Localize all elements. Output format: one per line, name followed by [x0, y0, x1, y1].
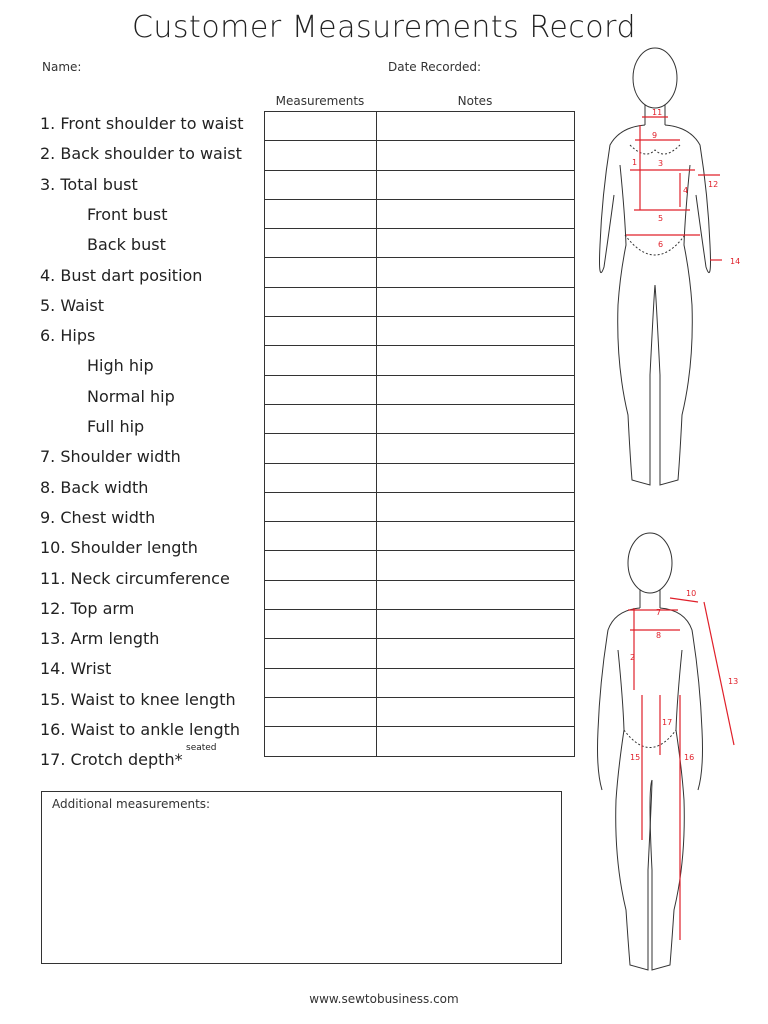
- table-row: [265, 580, 575, 609]
- measurement-label: 1. Front shoulder to waist: [40, 114, 244, 133]
- table-row: [265, 727, 575, 756]
- measurement-cell[interactable]: [265, 141, 377, 170]
- measurement-cell[interactable]: [265, 112, 377, 141]
- table-row: [265, 141, 575, 170]
- measurement-label: Normal hip: [87, 386, 175, 406]
- measurement-cell[interactable]: [265, 375, 377, 404]
- measurement-cell[interactable]: [265, 287, 377, 316]
- measurement-cell[interactable]: [265, 434, 377, 463]
- measure-number-3: 3: [658, 159, 664, 168]
- measurement-label: Back bust: [87, 235, 166, 255]
- measurement-cell[interactable]: [265, 404, 377, 433]
- table-row: [265, 404, 575, 433]
- notes-header: Notes: [457, 94, 493, 108]
- table-row: [265, 668, 575, 697]
- additional-measurements-box[interactable]: [41, 791, 562, 964]
- measurement-label: 15. Waist to knee length: [40, 689, 236, 709]
- table-row: [265, 522, 575, 551]
- measure-number-15: 15: [630, 753, 641, 762]
- measurement-cell[interactable]: [265, 727, 377, 756]
- notes-cell[interactable]: [377, 697, 575, 726]
- page-title: Customer Measurements Record: [131, 10, 637, 45]
- measure-number-4: 4: [683, 186, 689, 195]
- measure-number-5: 5: [658, 214, 664, 223]
- back-body-figure: [590, 530, 760, 980]
- measure-number-8: 8: [656, 631, 662, 640]
- measurement-cell[interactable]: [265, 317, 377, 346]
- measurement-cell[interactable]: [265, 170, 377, 199]
- table-row: [265, 697, 575, 726]
- measurement-label: 12. Top arm: [40, 598, 135, 618]
- notes-cell[interactable]: [377, 258, 575, 287]
- measurement-label: Full hip: [87, 417, 145, 436]
- measurement-cell[interactable]: [265, 522, 377, 551]
- notes-cell[interactable]: [377, 346, 575, 375]
- measurement-label: 13. Arm length: [40, 629, 160, 649]
- table-row: [265, 112, 575, 141]
- notes-cell[interactable]: [377, 317, 575, 346]
- measurement-cell[interactable]: [265, 199, 377, 228]
- notes-cell[interactable]: [377, 610, 575, 639]
- table-row: [265, 317, 575, 346]
- front-body-figure: [590, 45, 760, 495]
- measurement-label: 17. Crotch depth*: [40, 750, 183, 770]
- table-row: [265, 258, 575, 287]
- notes-cell[interactable]: [377, 434, 575, 463]
- measurement-label: 14. Wrist: [40, 659, 112, 679]
- seated-note: seated: [186, 743, 217, 754]
- table-row: [265, 375, 575, 404]
- measurement-label: Front bust: [87, 204, 168, 224]
- measure-number-16: 16: [684, 753, 695, 762]
- measurement-label: 8. Back width: [40, 477, 149, 497]
- table-row: [265, 610, 575, 639]
- date-label: Date Recorded:: [388, 60, 481, 74]
- table-row: [265, 434, 575, 463]
- measurement-cell[interactable]: [265, 610, 377, 639]
- measure-number-14: 14: [730, 257, 741, 266]
- measurement-cell[interactable]: [265, 639, 377, 668]
- notes-cell[interactable]: [377, 639, 575, 668]
- measure-line-13: [704, 602, 734, 745]
- measure-number-2: 2: [630, 653, 636, 662]
- measure-number-6: 6: [658, 240, 664, 249]
- table-row: [265, 287, 575, 316]
- notes-cell[interactable]: [377, 170, 575, 199]
- table-row: [265, 639, 575, 668]
- measurement-cell[interactable]: [265, 346, 377, 375]
- measure-number-12: 12: [708, 180, 719, 189]
- notes-cell[interactable]: [377, 668, 575, 697]
- measurement-cell[interactable]: [265, 551, 377, 580]
- measure-number-9: 9: [652, 131, 658, 140]
- notes-cell[interactable]: [377, 522, 575, 551]
- measurement-label: 9. Chest width: [40, 507, 156, 527]
- measurement-label: 16. Waist to ankle length: [40, 720, 241, 739]
- measurement-label: 7. Shoulder width: [40, 447, 181, 467]
- measure-number-17: 17: [662, 718, 673, 727]
- measurement-cell[interactable]: [265, 229, 377, 258]
- notes-cell[interactable]: [377, 580, 575, 609]
- table-row: [265, 551, 575, 580]
- measurement-cell[interactable]: [265, 580, 377, 609]
- measurement-label: 3. Total bust: [40, 174, 138, 194]
- measurement-cell[interactable]: [265, 258, 377, 287]
- notes-cell[interactable]: [377, 112, 575, 141]
- measurement-label: 11. Neck circumference: [40, 568, 230, 588]
- additional-measurements-label: Additional measurements:: [52, 797, 211, 811]
- name-label: Name:: [42, 60, 82, 74]
- measurement-cell[interactable]: [265, 492, 377, 521]
- notes-cell[interactable]: [377, 375, 575, 404]
- notes-cell[interactable]: [377, 404, 575, 433]
- measurement-cell[interactable]: [265, 463, 377, 492]
- notes-cell[interactable]: [377, 463, 575, 492]
- measurement-label: 10. Shoulder length: [40, 538, 198, 558]
- table-row: [265, 170, 575, 199]
- measure-line-10: [670, 598, 698, 602]
- measurement-label: 4. Bust dart position: [40, 265, 203, 285]
- measurement-label: High hip: [87, 356, 154, 376]
- measure-number-7: 7: [656, 608, 662, 617]
- notes-cell[interactable]: [377, 199, 575, 228]
- notes-cell[interactable]: [377, 727, 575, 756]
- measure-number-11: 11: [652, 108, 663, 117]
- measurements-header: Measurements: [275, 94, 365, 108]
- measurement-label: 2. Back shoulder to waist: [40, 144, 242, 164]
- table-row: [265, 229, 575, 258]
- notes-cell[interactable]: [377, 551, 575, 580]
- measure-number-1: 1: [632, 158, 638, 167]
- notes-cell[interactable]: [377, 492, 575, 521]
- notes-cell[interactable]: [377, 287, 575, 316]
- measure-number-13: 13: [728, 677, 739, 686]
- measurement-table: [264, 111, 575, 757]
- table-row: [265, 346, 575, 375]
- table-row: [265, 463, 575, 492]
- table-row: [265, 199, 575, 228]
- table-row: [265, 492, 575, 521]
- notes-cell[interactable]: [377, 141, 575, 170]
- measurement-cell[interactable]: [265, 668, 377, 697]
- footer-url: www.sewtobusiness.com: [309, 992, 459, 1006]
- measurement-cell[interactable]: [265, 697, 377, 726]
- measurement-label: 6. Hips: [40, 326, 96, 346]
- measure-number-10: 10: [686, 589, 697, 598]
- notes-cell[interactable]: [377, 229, 575, 258]
- measurement-label: 5. Waist: [40, 295, 105, 315]
